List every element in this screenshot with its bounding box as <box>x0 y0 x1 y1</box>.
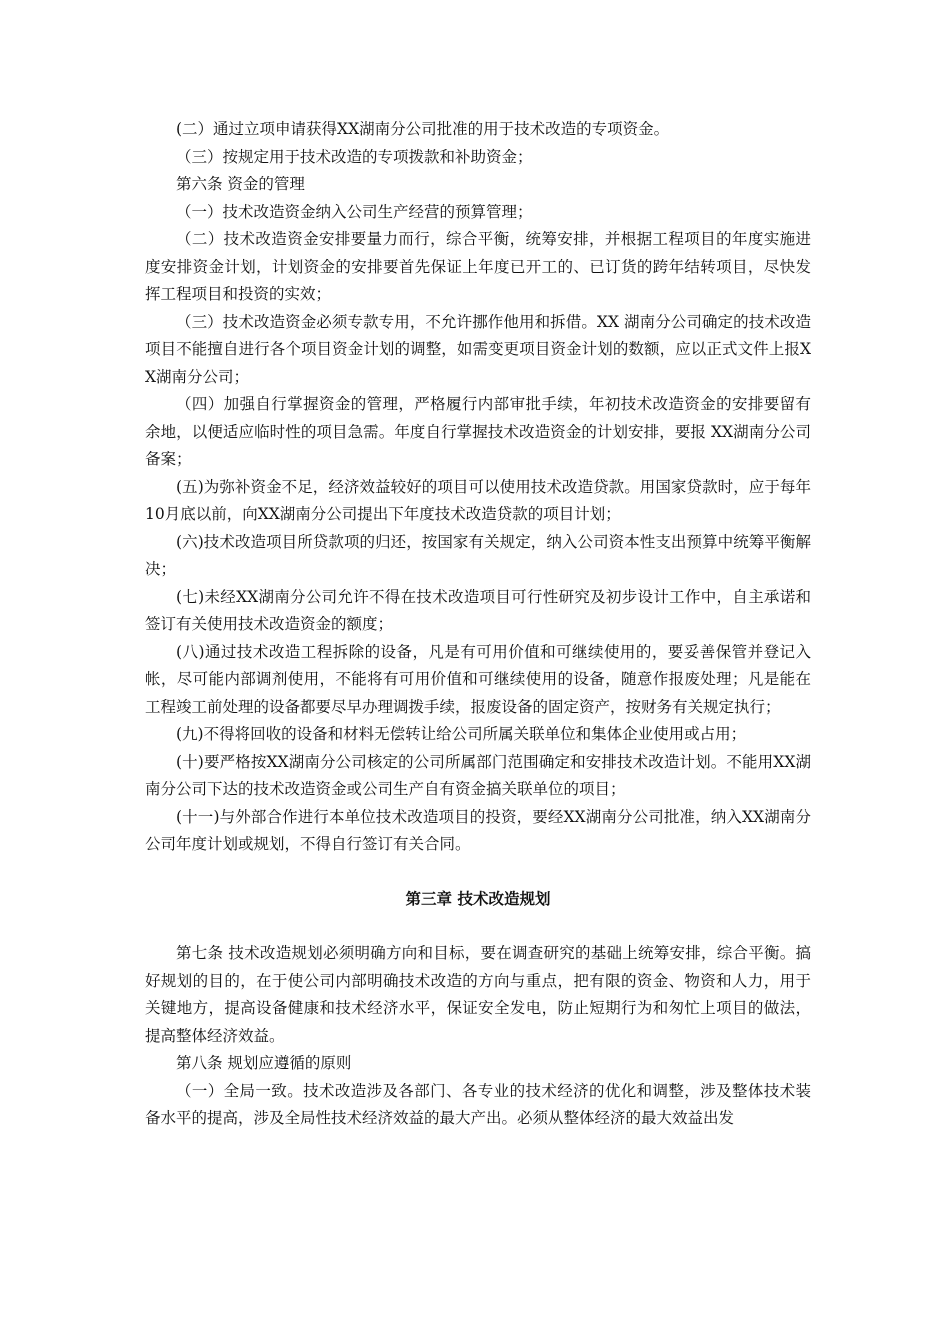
paragraph: (八)通过技术改造工程拆除的设备，凡是有可用价值和可继续使用的，要妥善保管并登记入帐，尽可能内部调剂使用，不能将有可用价值和可继续使用的设备，随意作报废处理；凡是能在工程竣工前处理的设备都要尽早办理调拨手续，报废设备的固定资产，按财务有关规定执行； <box>145 642 811 716</box>
paragraph: （二）技术改造资金安排要量力而行，综合平衡，统筹安排，并根据工程项目的年度实施进度安排资金计划，计划资金的安排要首先保证上年度已开工的、已订货的跨年结转项目，尽快发挥工程项目和投资的实效； <box>145 230 811 303</box>
article-heading: 第八条 规划应遵循的原则 <box>176 1054 352 1072</box>
paragraph: （三）按规定用于技术改造的专项拨款和补助资金； <box>176 147 533 166</box>
paragraph: (七)未经XX湖南分公司允许不得在技术改造项目可行性研究及初步设计工作中，自主承诺和签订有关使用技术改造资金的额度； <box>145 587 811 633</box>
paragraph: （三）技术改造资金必须专款专用，不允许挪作他用和拆借。XX 湖南分公司确定的技术改造项目不能擅自进行各个项目资金计划的调整，如需变更项目资金计划的数额，应以正式文件上报XX湖南分公司； <box>145 312 811 386</box>
paragraph: （一）全局一致。技术改造涉及各部门、各专业的技术经济的优化和调整，涉及整体技术装备水平的提高，涉及全局性技术经济效益的最大产出。必须从整体经济的最大效益出发 <box>145 1081 811 1127</box>
paragraph: (九)不得将回收的设备和材料无偿转让给公司所属关联单位和集体企业使用或占用； <box>176 725 747 743</box>
article-heading: 第六条 资金的管理 <box>176 175 305 193</box>
paragraph: (五)为弥补资金不足，经济效益较好的项目可以使用技术改造贷款。用国家贷款时，应于每年 10月底以前，向XX湖南分公司提出下年度技术改造贷款的项目计划； <box>145 477 811 523</box>
document-body <box>145 116 811 1133</box>
paragraph: (十一)与外部合作进行本单位技术改造项目的投资，要经XX湖南分公司批准，纳入XX湖南分公司年度计划或规划，不得自行签订有关合同。 <box>145 807 811 853</box>
paragraph: (十)要严格按XX湖南分公司核定的公司所属部门范围确定和安排技术改造计划。不能用XX湖南分公司下达的技术改造资金或公司生产自有资金搞关联单位的项目； <box>145 752 811 798</box>
paragraph: (二）通过立项申请获得XX湖南分公司批准的用于技术改造的专项资金。 <box>176 120 670 138</box>
chapter-title: 第三章 技术改造规划 <box>405 889 551 908</box>
paragraph: （一）技术改造资金纳入公司生产经营的预算管理； <box>176 202 533 221</box>
paragraph: 第七条 技术改造规划必须明确方向和目标，要在调查研究的基础上统筹安排，综合平衡。搞好规划的目的，在于使公司内部明确技术改造的方向与重点，把有限的资金、物资和人力，用于关键地方，提高设备健康和技术经济水平，保证安全发电，防止短期行为和匆忙上项目的做法，提高整体经济效益。 <box>145 944 811 1045</box>
paragraph: （四）加强自行掌握资金的管理，严格履行内部审批手续，年初技术改造资金的安排要留有余地，以便适应临时性的项目急需。年度自行掌握技术改造资金的计划安排，要报 XX湖南分公司备案； <box>145 395 811 468</box>
paragraph: (六)技术改造项目所贷款项的归还，按国家有关规定，纳入公司资本性支出预算中统筹平衡解决； <box>145 532 811 578</box>
